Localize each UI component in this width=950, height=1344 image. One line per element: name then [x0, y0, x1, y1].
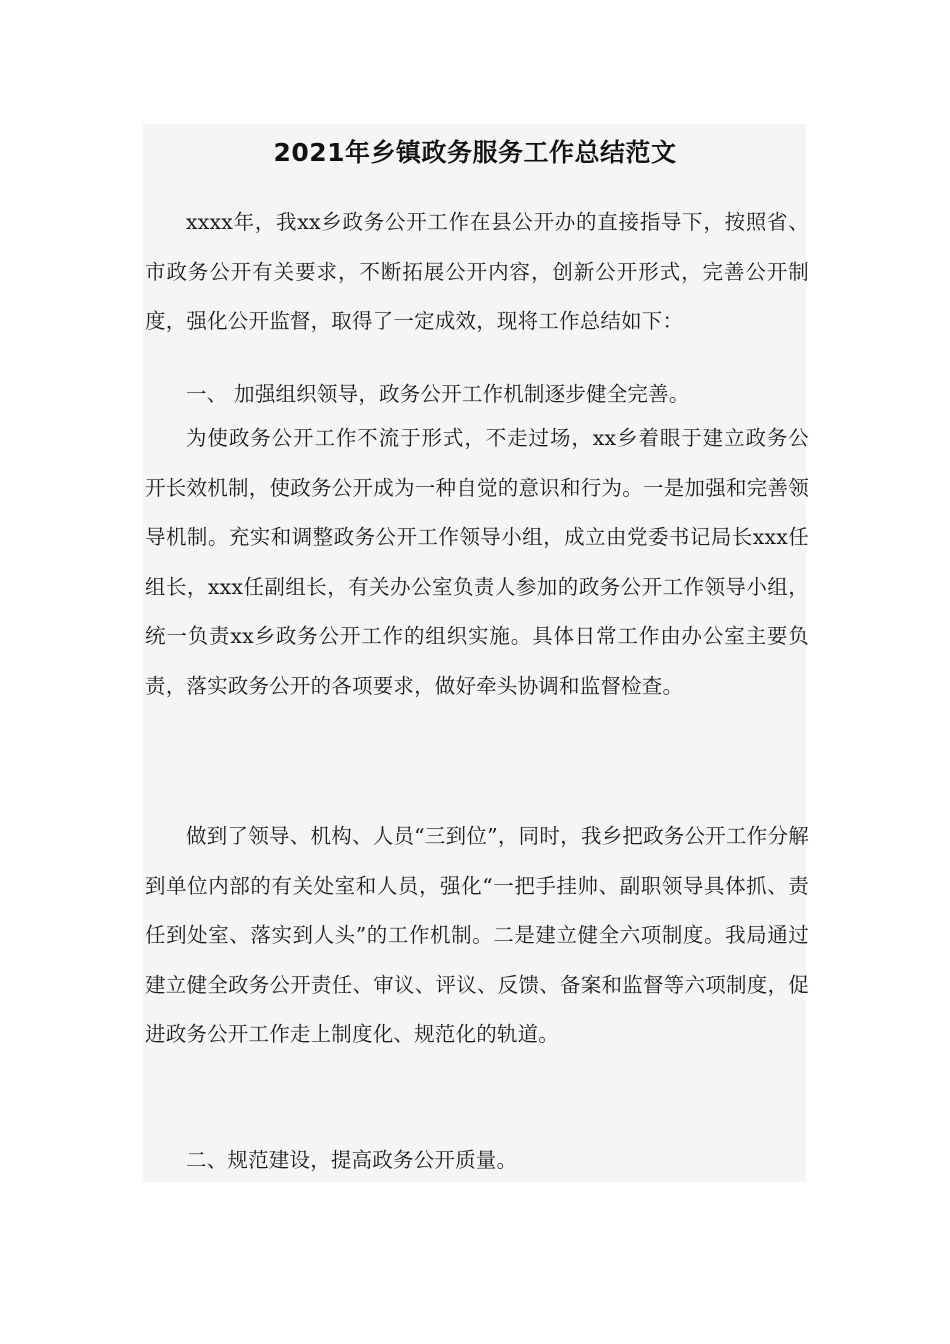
document-title: 2021年乡镇政务服务工作总结范文	[273, 138, 677, 167]
section-heading-2: 二、规范建设，提高政务公开质量。	[186, 1148, 518, 1172]
body-paragraph-2: 做到了领导、机构、人员“三到位”，同时，我乡把政务公开工作分解到单位内部的有关处室和人员，强化“一把手挂帅、副职领导具体抓、责任到处室、落实到人头”的工作机制。二是建立健全六项制度。我局通过建立健全政务公开责任、审议、评议、反馈、备案和监督等六项制度，促进政务公开工作走上制度化、规范化的轨道。	[145, 824, 809, 1047]
body-paragraph-1: 为使政务公开工作不流于形式，不走过场，xx乡着眼于建立政务公开长效机制，使政务公开成为一种自觉的意识和行为。一是加强和完善领导机制。充实和调整政务公开工作领导小组，成立由党委书记局长xxx任组长，xxx任副组长，有关办公室负责人参加的政务公开工作领导小组，统一负责xx乡政务公开工作的组织实施。具体日常工作由办公室主要负责，落实政务公开的各项要求，做好牵头协调和监督检查。	[145, 426, 809, 698]
section-heading-1: 一、 加强组织领导，政务公开工作机制逐步健全完善。	[186, 382, 690, 406]
intro-paragraph: xxxx年，我xx乡政务公开工作在县公开办的直接指导下，按照省、市政务公开有关要求，不断拓展公开内容，创新公开形式，完善公开制度，强化公开监督，取得了一定成效，现将工作总结如下：	[145, 210, 809, 334]
